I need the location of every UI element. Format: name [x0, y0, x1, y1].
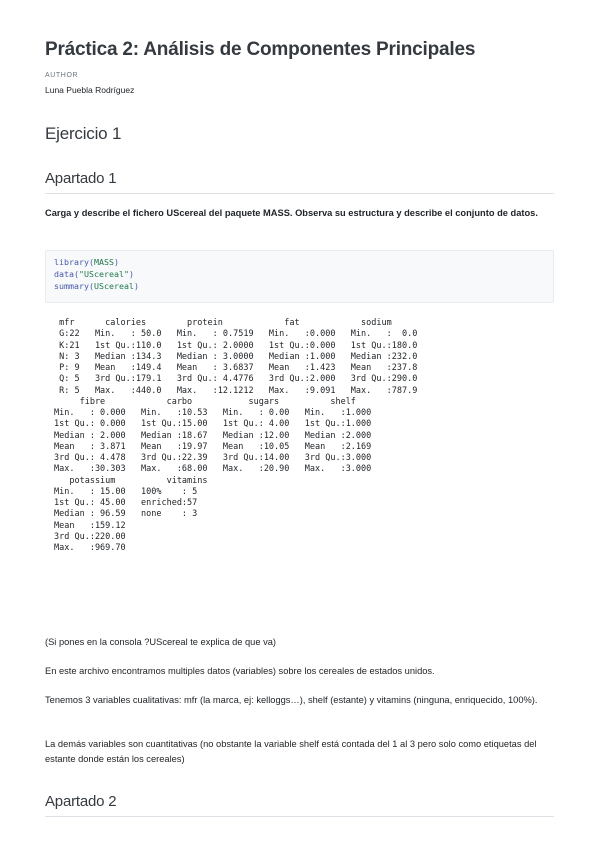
code-line: library(MASS) [54, 257, 119, 267]
paragraph: La demás variables son cuantitativas (no obstante la variable shelf está contada del 1 al 3 pero solo como etiquetas del estante donde están los cereales) [45, 739, 537, 764]
output-line: 3rd Qu.:220.00 [54, 531, 208, 542]
output-line: P: 9 Mean :149.4 Mean : 3.6837 Mean :1.423 Mean :237.8 [54, 363, 428, 373]
paragraph: Tenemos 3 variables cualitativas: mfr (la marca, ej: kelloggs…), shelf (estante) y vitamins (ninguna, enriquecido, 100%). [45, 695, 538, 705]
output-line: N: 3 Median :134.3 Median : 3.0000 Median :1.000 Median :232.0 [54, 351, 428, 362]
task-description: Carga y describe el fichero UScereal del paquete MASS. Observa su estructura y describe el conjunto de datos. [45, 208, 538, 218]
output-line: G:22 Min. : 50.0 Min. : 0.7519 Min. :0.000 Min. : 0.0 [54, 329, 428, 340]
code-line: data("UScereal") [54, 269, 134, 279]
output-line: Max. :30.303 Max. :68.00 Max. :20.90 Max. :3.000 [54, 464, 382, 475]
output-line: Min. : 15.00 100% : 5 [54, 486, 208, 497]
output-line: K:21 1st Qu.:110.0 1st Qu.: 2.0000 1st Qu.:0.000 1st Qu.:180.0 [54, 340, 428, 351]
output-line: 1st Qu.: 0.000 1st Qu.:15.00 1st Qu.: 4.00 1st Qu.:1.000 [54, 419, 382, 430]
page-title: Práctica 2: Análisis de Componentes Principales [45, 39, 476, 60]
output-line: fibre carbo sugars shelf [54, 396, 387, 407]
output-line: Median : 96.59 none : 3 [54, 509, 208, 520]
code-line: summary(UScereal) [54, 281, 139, 291]
output-line: R: 5 Max. :440.0 Max. :12.1212 Max. :9.091 Max. :787.9 [54, 385, 428, 396]
subsection-heading-apartado-2: Apartado 2 [45, 793, 117, 810]
heading-divider [45, 816, 554, 817]
output-line: Median : 2.000 Median :18.67 Median :12.00 Median :2.000 [54, 430, 382, 441]
subsection-heading-apartado-1: Apartado 1 [45, 170, 117, 187]
output-line: Q: 5 3rd Qu.:179.1 3rd Qu.: 4.4776 3rd Qu.:2.000 3rd Qu.:290.0 [54, 374, 428, 385]
output-line: potassium vitamins [54, 475, 218, 486]
heading-divider [45, 193, 554, 194]
output-line: mfr calories protein fat sodium [54, 318, 413, 328]
paragraph: En este archivo encontramos multiples datos (variables) sobre los cereales de estados unidos. [45, 666, 435, 676]
output-line: 1st Qu.: 45.00 enriched:57 [54, 498, 208, 508]
code-block[interactable] [45, 250, 554, 303]
output-line: Min. : 0.000 Min. :10.53 Min. : 0.00 Min. :1.000 [54, 408, 382, 418]
author-label: AUTHOR [45, 72, 79, 79]
output-line: Mean :159.12 [54, 520, 208, 531]
paragraph: (Si pones en la consola ?UScereal te explica de que va) [45, 637, 277, 647]
output-line: Mean : 3.871 Mean :19.97 Mean :10.05 Mean :2.169 [54, 441, 382, 452]
code-output [54, 318, 428, 554]
output-line: 3rd Qu.: 4.478 3rd Qu.:22.39 3rd Qu.:14.00 3rd Qu.:3.000 [54, 453, 382, 463]
section-heading-ejercicio-1: Ejercicio 1 [45, 124, 122, 143]
author-name: Luna Puebla Rodríguez [45, 85, 135, 95]
output-line: Max. :969.70 [54, 543, 208, 553]
